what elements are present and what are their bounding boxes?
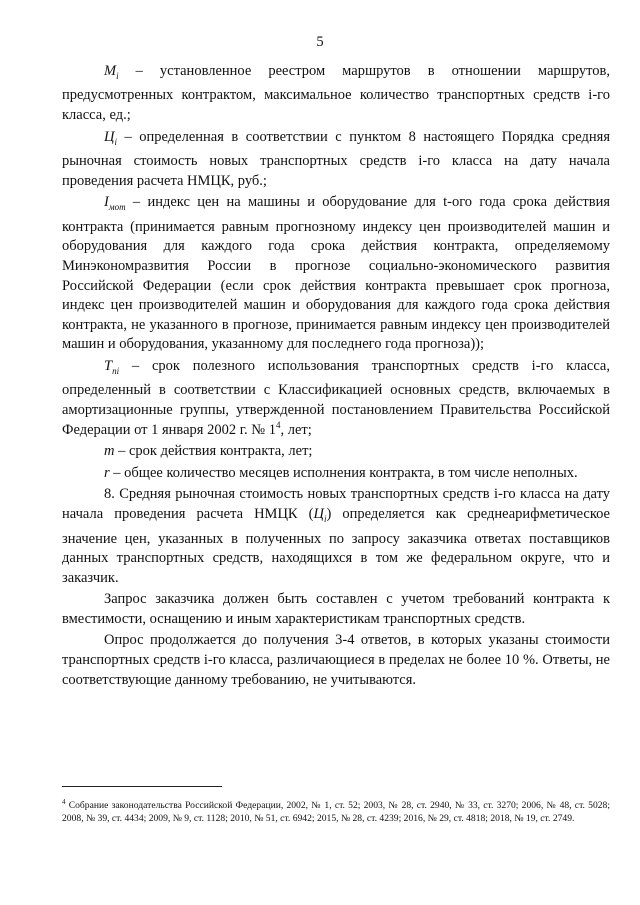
paragraph-survey: Опрос продолжается до получения 3-4 ответов, в которых указаны стоимости транспортных средств i-го класса, различающиеся в пределах не более 10 %. Ответы, не соответствующие данному требованию, не учитываются. — [62, 632, 610, 688]
paragraph-request: Запрос заказчика должен быть составлен с учетом требований контракта к вместимости, оснащению и иным характеристикам транспортных средств. — [62, 591, 610, 627]
symbol-i: $I_{мот}$ — [104, 194, 126, 213]
footnote-number: 4 — [62, 797, 66, 806]
footnote-ref: 4 — [275, 419, 281, 430]
symbol-t: $T_{пi}$ — [104, 357, 120, 376]
symbol-c: $Ц_i$ — [104, 128, 117, 147]
symbol-c-inline: $Ц_i$ — [313, 506, 327, 524]
footnote-separator — [62, 786, 222, 787]
definition-r: r – общее количество месяцев исполнения контракта, в том числе неполных. — [104, 464, 578, 481]
definition-mm: m – срок действия контракта, лет; — [104, 443, 313, 460]
symbol-m: $M_i$ — [104, 63, 119, 81]
definition-m: $M_i$ – установленное реестром маршрутов в отношении маршрутов, предусмотренных контрактом, максимальное количество транспортных средств i-го класса, ед.; — [62, 63, 610, 124]
section-8: 8. Средняя рыночная стоимость новых транспортных средств i-го класса на дату начала проведения расчета НМЦК $(Ц_i)$ определяется как среднеарифметическое значение цен, указанных в полученных по запросу заказчика ответах поставщиков данных транспортных средств, находящихся в том же федеральном округе, что и заказчик. — [62, 486, 610, 586]
symbol-r: r — [104, 464, 110, 481]
page-number: 5 — [316, 34, 324, 50]
document-body — [62, 62, 610, 692]
definition-i: $I_{мот}$ – индекс цен на машины и оборудование для t-ого года срока действия контракта (принимается равным прогнозному индексу цен производителей машин и оборудования для каждого года срока действия контракта, определяемому Минэкономразвития России в прогнозе социально-экономического развития Российской Федерации (если срок действия контракта превышает срок прогноза, индекс цен производителей машин и оборудования для каждого года срока действия контракта, не указанного в прогнозе, принимается равным индексу цен производителей машин и оборудования, указанному для последнего года прогноза)); — [62, 194, 610, 353]
footnote: $^4$ Собрание законодательства Российской Федерации, 2002, № 1, ст. 52; 2003, № 28, ст. 2940, № 33, ст. 3270; 2006, № 48, ст. 5028; 2008, № 39, ст. 4434; 2009, № 9, ст. 1128; 2010, № 51, ст. 6942; 2015, № 28, ст. 4239; 2016, № 29, ст. 4818; 2018, № 19, ст. 2749. — [62, 797, 610, 825]
definition-c: $Ц_i$ – определенная в соответствии с пунктом 8 настоящего Порядка средняя рыночная стоимость новых транспортных средств i-го класса на дату начала проведения расчета НМЦК, руб.; — [62, 128, 610, 189]
definition-t: $T_{пi}$ – срок полезного использования транспортных средств i-го класса, определенный в соответствии с Классификацией основных средств, включаемых в амортизационные группы, утвержденной постановлением Правительства Российской Федерации от 1 января 2002 г. № $1^4$, лет; — [62, 357, 610, 438]
symbol-mm: m — [104, 443, 115, 460]
